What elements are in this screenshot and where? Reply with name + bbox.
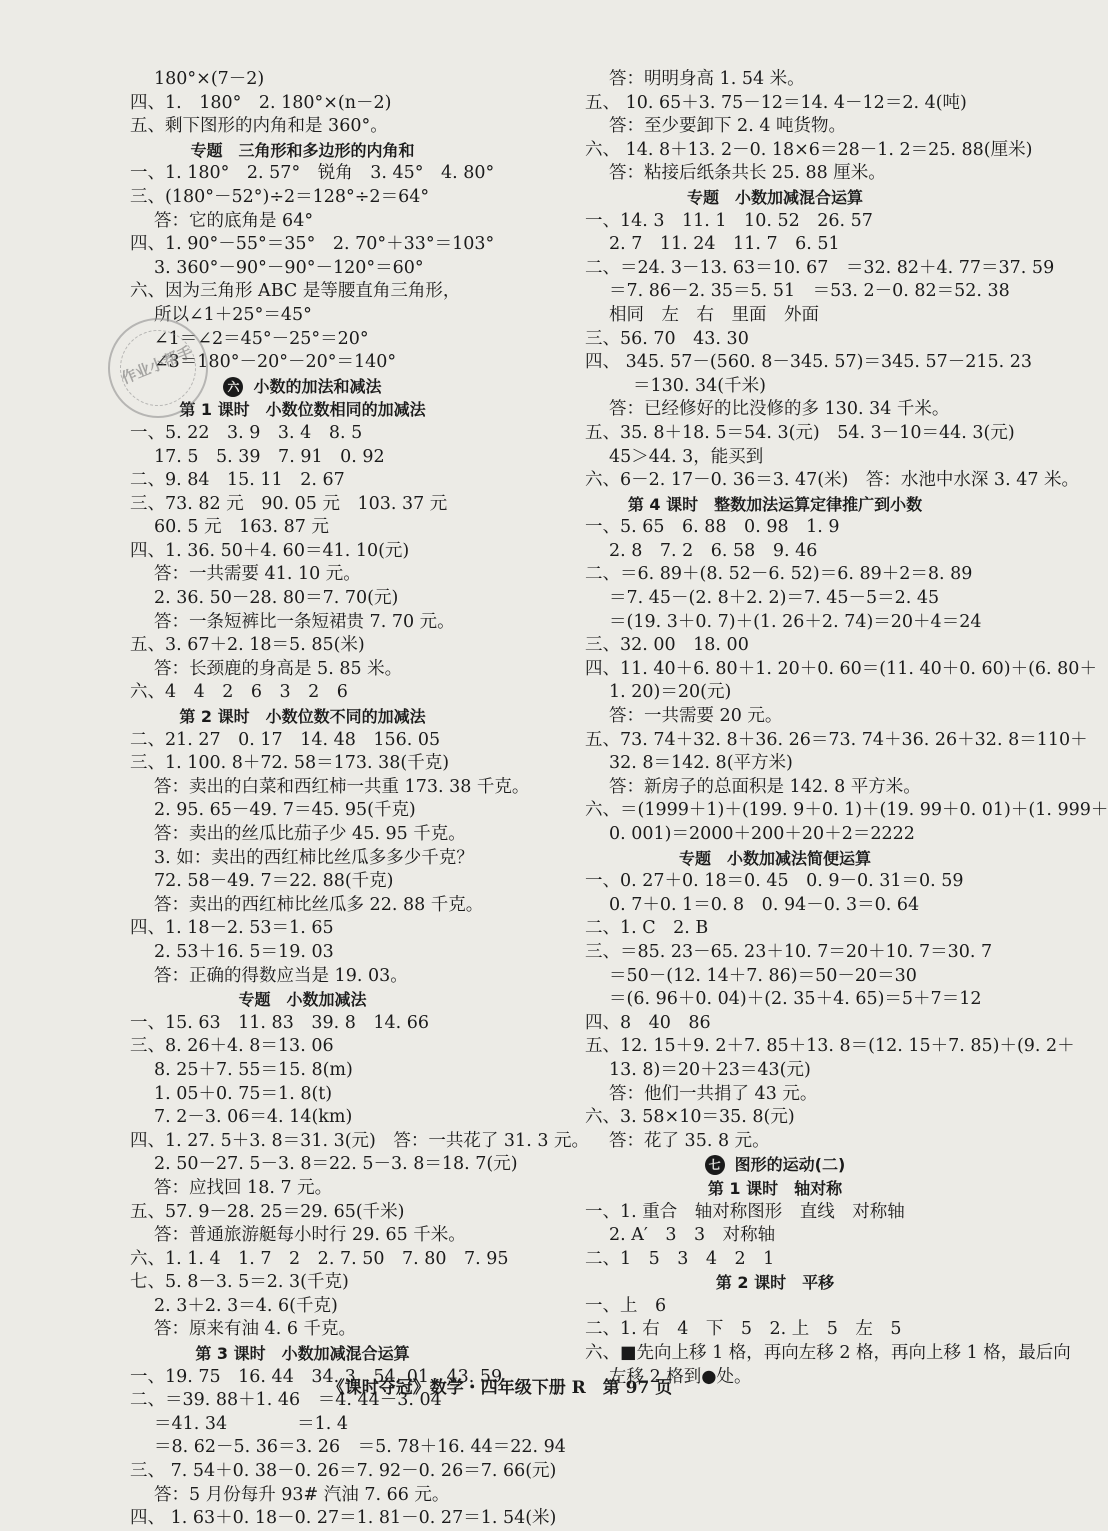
line-text: 二、＝39. 88＋1. 46 ＝4. 44－3. 04 xyxy=(130,1390,442,1411)
line-text: 32. 8＝142. 8(平方米) xyxy=(609,753,793,774)
answer-line xyxy=(585,1342,1071,1366)
answer-line xyxy=(130,917,475,941)
answer-line xyxy=(585,257,1055,281)
answer-line xyxy=(130,1248,509,1272)
answer-line xyxy=(585,965,965,989)
answer-line xyxy=(585,1035,1075,1059)
answer-line xyxy=(130,1012,475,1036)
line-text: 三、56. 70 43. 30 xyxy=(585,328,749,349)
answer-line xyxy=(130,115,475,139)
line-text: 2. 95. 65－49. 7＝45. 95(千克) xyxy=(154,800,416,821)
answer-line xyxy=(130,847,475,871)
line-text: 0. 001)＝2000＋200＋20＋2＝2222 xyxy=(609,824,915,844)
answer-line xyxy=(130,210,475,234)
line-text: 三、 7. 54＋0. 38－0. 26＝7. 92－0. 26＝7. 66(元) xyxy=(130,1461,557,1482)
section-heading xyxy=(585,1153,965,1177)
line-text: 专题 小数加减法 xyxy=(238,990,367,1010)
answer-line xyxy=(130,186,475,210)
answer-line xyxy=(130,1295,475,1319)
line-text: 45＞44. 3，能买到 xyxy=(609,446,764,467)
answer-line xyxy=(585,563,973,587)
line-text: 六、3. 58×10＝35. 8(元) xyxy=(585,1107,795,1128)
line-text: 五、35. 8＋18. 5＝54. 3(元) 54. 3－10＝44. 3(元) xyxy=(585,422,1015,443)
right-column xyxy=(585,68,1108,1389)
line-text: 答：他们一共捐了 43 元。 xyxy=(609,1083,818,1104)
answer-line xyxy=(130,941,475,965)
line-text: 六、6－2. 17－0. 36＝3. 47(米) 答：水池中水深 3. 47 米。 xyxy=(585,470,1080,491)
line-text: 一、1. 180° 2. 57° 锐角 3. 45° 4. 80° xyxy=(130,163,495,184)
line-text: 五、12. 15＋9. 2＋7. 85＋13. 8＝(12. 15＋7. 85)＋(9. 2＋ xyxy=(585,1036,1075,1057)
answer-line xyxy=(585,162,965,186)
line-text: 一、14. 3 11. 1 10. 52 26. 57 xyxy=(585,210,873,231)
answer-line xyxy=(585,894,965,918)
line-text: 二、1. 右 4 下 5 2. 上 5 左 5 xyxy=(585,1319,902,1340)
line-text: 第 3 课时 小数加减混合运算 xyxy=(195,1344,410,1364)
line-text: 四、1. 18－2. 53＝1. 65 xyxy=(130,918,334,939)
answer-line xyxy=(130,1484,475,1508)
line-text: 0. 7＋0. 1＝0. 8 0. 94－0. 3＝0. 64 xyxy=(609,894,920,915)
answer-line xyxy=(585,280,1010,304)
answer-line xyxy=(130,469,475,493)
line-text: 二、1 5 3 4 2 1 xyxy=(585,1248,775,1269)
answer-line xyxy=(130,587,475,611)
line-text: 答：卖出的白菜和西红柿一共重 173. 38 千克。 xyxy=(154,776,530,797)
answer-line xyxy=(130,894,484,918)
answer-line xyxy=(585,752,965,776)
answer-line xyxy=(130,516,475,540)
section-heading xyxy=(130,988,475,1012)
answer-line xyxy=(585,139,1033,163)
line-text: 一、1. 重合 轴对称图形 直线 对称轴 xyxy=(585,1201,905,1222)
line-text: 六、4 4 2 6 3 2 6 xyxy=(130,682,348,703)
line-text: 答：它的底角是 64° xyxy=(154,210,314,231)
line-text: 二、9. 84 15. 11 2. 67 xyxy=(130,470,345,491)
answer-line xyxy=(585,917,965,941)
answer-line xyxy=(585,941,993,965)
line-text: 一、0. 27＋0. 18＝0. 45 0. 9－0. 31＝0. 59 xyxy=(585,871,964,892)
line-text: ＝(6. 96＋0. 04)＋(2. 35＋4. 65)＝5＋7＝12 xyxy=(609,989,982,1010)
answer-line xyxy=(130,257,475,281)
line-text: 五、57. 9－28. 25＝29. 65(千米) xyxy=(130,1201,405,1222)
line-text: 一、19. 75 16. 44 34. 3 54. 01 43. 59 xyxy=(130,1366,503,1387)
answer-line xyxy=(585,233,965,257)
answer-line xyxy=(130,1059,475,1083)
answer-line xyxy=(130,776,530,800)
section-heading xyxy=(585,847,965,871)
line-text: 8. 25＋7. 55＝15. 8(m) xyxy=(154,1059,353,1080)
line-text: 三、(180°－52°)÷2＝128°÷2＝64° xyxy=(130,186,430,207)
line-text: 所以∠1＋25°＝45° xyxy=(154,304,312,325)
answer-line xyxy=(130,1318,475,1342)
stamp-text: 作业小帮手 xyxy=(118,342,196,388)
line-text: 2. 3＋2. 3＝4. 6(千克) xyxy=(154,1295,338,1316)
answer-line xyxy=(130,1507,557,1531)
line-text: 三、8. 26＋4. 8＝13. 06 xyxy=(130,1036,334,1057)
line-text: 小数的加法和减法 xyxy=(253,376,382,396)
line-text: 答：卖出的西红柿比丝瓜多 22. 88 千克。 xyxy=(154,894,484,915)
chapter-number-badge: 六 xyxy=(223,377,243,397)
line-text: 四、 1. 63＋0. 18－0. 27＝1. 81－0. 27＝1. 54(米) xyxy=(130,1508,557,1529)
line-text: ＝130. 34(千米) xyxy=(633,375,766,396)
line-text: 相同 左 右 里面 外面 xyxy=(609,304,819,325)
answer-line xyxy=(130,799,475,823)
answer-line xyxy=(130,634,475,658)
line-text: 第 1 课时 轴对称 xyxy=(707,1178,843,1198)
answer-line xyxy=(130,658,475,682)
answer-line xyxy=(585,705,965,729)
answer-line xyxy=(585,398,965,422)
line-text: ＝8. 62－5. 36＝3. 26 ＝5. 78＋16. 44＝22. 94 xyxy=(154,1437,566,1458)
answer-line xyxy=(130,1436,566,1460)
line-text: 72. 58－49. 7＝22. 88(千克) xyxy=(154,871,394,892)
line-text: 四、1. 180° 2. 180°×(n－2) xyxy=(130,92,392,113)
line-text: 四、 345. 57－(560. 8－345. 57)＝345. 57－215. 23 xyxy=(585,352,1033,373)
line-text: ＝(19. 3＋0. 7)＋(1. 26＋2. 74)＝20＋4＝24 xyxy=(609,611,982,632)
answer-line xyxy=(130,68,475,92)
answer-line xyxy=(130,965,475,989)
section-heading xyxy=(130,139,475,163)
answer-line xyxy=(585,870,965,894)
line-text: 五、3. 67＋2. 18＝5. 85(米) xyxy=(130,635,365,656)
line-text: 答：已经修好的比没修的多 130. 34 千米。 xyxy=(609,399,950,420)
line-text: 二、＝24. 3－13. 63＝10. 67 ＝32. 82＋4. 77＝37. 59 xyxy=(585,257,1055,278)
answer-line xyxy=(130,92,475,116)
line-text: 7. 2－3. 06＝4. 14(km) xyxy=(154,1107,353,1128)
answer-line xyxy=(585,729,1088,753)
answer-line xyxy=(130,280,475,304)
answer-line xyxy=(130,540,475,564)
line-text: 3. 如：卖出的西红柿比丝瓜多多少千克？ xyxy=(154,847,474,868)
answer-line xyxy=(585,1224,965,1248)
answer-line xyxy=(130,233,495,257)
answer-line xyxy=(585,540,965,564)
answer-line xyxy=(130,1201,475,1225)
answer-line xyxy=(130,493,475,517)
page-footer: 《课时夺冠》数学・四年级下册 R 第 97 页 xyxy=(327,1378,673,1398)
section-heading xyxy=(130,1342,475,1366)
answer-line xyxy=(130,611,475,635)
line-text: 1. 20)＝20(元) xyxy=(609,682,732,703)
answer-line xyxy=(585,351,1033,375)
line-text: ＝7. 86－2. 35＝5. 51 ＝53. 2－0. 82＝52. 38 xyxy=(609,281,1010,302)
section-heading xyxy=(585,493,965,517)
line-text: 一、5. 22 3. 9 3. 4 8. 5 xyxy=(130,422,363,443)
line-text: 答：一条短裤比一条短裙贵 7. 70 元。 xyxy=(154,611,455,632)
line-text: 第 1 课时 小数位数相同的加减法 xyxy=(179,400,426,420)
answer-line xyxy=(585,446,965,470)
answer-line xyxy=(585,823,965,847)
line-text: 七、5. 8－3. 5＝2. 3(千克) xyxy=(130,1272,349,1293)
answer-line xyxy=(130,1177,475,1201)
answer-line xyxy=(585,1201,965,1225)
line-text: ＝50－(12. 14＋7. 86)＝50－20＝30 xyxy=(609,965,917,986)
line-text: 二、1. C 2. B xyxy=(585,918,709,939)
answer-line xyxy=(130,563,475,587)
line-text: 13. 8)＝20＋23＝43(元) xyxy=(609,1059,811,1080)
answer-line xyxy=(585,375,965,399)
answer-line xyxy=(585,1106,965,1130)
line-text: 六、＝(1999＋1)＋(199. 9＋0. 1)＋(19. 99＋0. 01)＋(1. 999＋ xyxy=(585,800,1108,821)
answer-line xyxy=(585,611,982,635)
section-heading xyxy=(130,705,475,729)
answer-line xyxy=(585,210,965,234)
line-text: 六、因为三角形 ABC 是等腰直角三角形， xyxy=(130,281,461,302)
line-text: 答：一共需要 20 元。 xyxy=(609,706,783,727)
line-text: 2. 50－27. 5－3. 8＝22. 5－3. 8＝18. 7(元) xyxy=(154,1154,518,1175)
line-text: 3. 360°－90°－90°－120°＝60° xyxy=(154,257,424,278)
answer-line xyxy=(585,469,1080,493)
line-text: 答：5 月份每升 93# 汽油 7. 66 元。 xyxy=(154,1484,450,1505)
answer-line xyxy=(585,587,965,611)
line-text: 答：明明身高 1. 54 米。 xyxy=(609,69,805,89)
answer-line xyxy=(585,1248,965,1272)
answer-line xyxy=(585,634,965,658)
line-text: 五、剩下图形的内角和是 360°。 xyxy=(130,116,388,137)
answer-line xyxy=(585,92,965,116)
line-text: 五、73. 74＋32. 8＋36. 26＝73. 74＋36. 26＋32. 8＝110＋ xyxy=(585,729,1088,750)
line-text: 2. 53＋16. 5＝19. 03 xyxy=(154,941,334,962)
line-text: 答：普通旅游艇每小时行 29. 65 千米。 xyxy=(154,1225,466,1246)
line-text: 二、21. 27 0. 17 14. 48 156. 05 xyxy=(130,729,441,750)
answer-line xyxy=(130,823,475,847)
answer-line xyxy=(585,799,1108,823)
answer-line xyxy=(130,1153,518,1177)
answer-line xyxy=(130,422,475,446)
answer-line xyxy=(585,1083,965,1107)
answer-line xyxy=(130,1083,475,1107)
line-text: 60. 5 元 163. 87 元 xyxy=(154,517,329,538)
answer-line xyxy=(585,304,965,328)
line-text: 一、5. 65 6. 88 0. 98 1. 9 xyxy=(585,517,840,538)
answer-line xyxy=(130,729,475,753)
line-text: ＝41. 34 ＝1. 4 xyxy=(154,1413,349,1434)
line-text: 四、11. 40＋6. 80＋1. 20＋0. 60＝(11. 40＋0. 60)＋(6. 80＋ xyxy=(585,658,1097,679)
line-text: 六、■先向上移 1 格，再向左移 2 格，再向上移 1 格，最后向 xyxy=(585,1343,1071,1364)
line-text: 四、1. 27. 5＋3. 8＝31. 3(元) 答：一共花了 31. 3 元。 xyxy=(130,1130,590,1151)
answer-line xyxy=(130,681,475,705)
answer-line xyxy=(585,681,965,705)
line-text: 六、1. 1. 4 1. 7 2 2. 7. 50 7. 80 7. 95 xyxy=(130,1248,509,1269)
answer-line xyxy=(130,1413,475,1437)
line-text: ∠3＝180°－20°－20°＝140° xyxy=(154,352,397,373)
answer-line xyxy=(130,446,475,470)
line-text: 1. 05＋0. 75＝1. 8(t) xyxy=(154,1083,333,1104)
answer-line xyxy=(130,1130,590,1154)
line-text: 2. 36. 50－28. 80＝7. 70(元) xyxy=(154,588,399,609)
line-text: 专题 小数加减混合运算 xyxy=(686,187,863,207)
line-text: 四、8 40 86 xyxy=(585,1012,711,1033)
answer-line xyxy=(585,658,1097,682)
line-text: 2. A′ 3 3 对称轴 xyxy=(609,1225,776,1246)
answer-line xyxy=(130,752,475,776)
line-text: ＝7. 45－(2. 8＋2. 2)＝7. 45－5＝2. 45 xyxy=(609,588,940,609)
line-text: 答：一共需要 41. 10 元。 xyxy=(154,564,361,585)
line-text: 2. 7 11. 24 11. 7 6. 51 xyxy=(609,234,840,255)
line-text: 第 2 课时 平移 xyxy=(715,1273,835,1293)
line-text: 答：原来有油 4. 6 千克。 xyxy=(154,1319,357,1340)
answer-line xyxy=(585,1130,965,1154)
line-text: 一、上 6 xyxy=(585,1295,667,1316)
answer-line xyxy=(585,1318,965,1342)
line-text: 答：粘接后纸条共长 25. 88 厘米。 xyxy=(609,163,886,184)
answer-line xyxy=(130,1224,475,1248)
answer-line xyxy=(585,1059,965,1083)
answer-line xyxy=(585,1012,965,1036)
answer-line xyxy=(585,422,1015,446)
section-heading xyxy=(585,1177,965,1201)
line-text: 图形的运动(二) xyxy=(734,1155,846,1175)
line-text: 四、1. 90°－55°＝35° 2. 70°＋33°＝103° xyxy=(130,234,495,255)
line-text: 答：卖出的丝瓜比茄子少 45. 95 千克。 xyxy=(154,824,466,844)
line-text: 答：花了 35. 8 元。 xyxy=(609,1130,770,1151)
line-text: 第 2 课时 小数位数不同的加减法 xyxy=(179,707,426,727)
answer-line xyxy=(585,115,965,139)
answer-line xyxy=(130,1035,475,1059)
line-text: 答：正确的得数应当是 19. 03。 xyxy=(154,965,408,986)
answer-line xyxy=(130,1271,475,1295)
answer-line xyxy=(130,870,475,894)
line-text: 二、＝6. 89＋(8. 52－6. 52)＝6. 89＋2＝8. 89 xyxy=(585,564,973,585)
line-text: 专题 三角形和多边形的内角和 xyxy=(190,140,415,160)
line-text: 三、32. 00 18. 00 xyxy=(585,635,749,656)
line-text: 三、＝85. 23－65. 23＋10. 7＝20＋10. 7＝30. 7 xyxy=(585,941,993,962)
line-text: 左移 2 格到●处。 xyxy=(609,1366,752,1387)
line-text: 答：应找回 18. 7 元。 xyxy=(154,1177,333,1198)
section-heading xyxy=(585,186,965,210)
line-text: 第 4 课时 整数加法运算定律推广到小数 xyxy=(627,494,923,514)
answer-line xyxy=(585,68,965,92)
line-text: 17. 5 5. 39 7. 91 0. 92 xyxy=(154,446,385,467)
line-text: 180°×(7－2) xyxy=(154,69,265,89)
line-text: 五、 10. 65＋3. 75－12＝14. 4－12＝2. 4(吨) xyxy=(585,92,967,113)
section-heading xyxy=(585,1271,965,1295)
line-text: 答：长颈鹿的身高是 5. 85 米。 xyxy=(154,658,403,679)
line-text: 一、15. 63 11. 83 39. 8 14. 66 xyxy=(130,1012,430,1033)
answer-line xyxy=(130,162,495,186)
answer-line xyxy=(585,988,982,1012)
line-text: 专题 小数加减法简便运算 xyxy=(678,848,871,868)
answer-line xyxy=(585,516,965,540)
line-text: ∠1＝∠2＝45°－25°＝20° xyxy=(154,328,369,349)
line-text: 答：新房子的总面积是 142. 8 平方米。 xyxy=(609,776,921,797)
line-text: 四、1. 36. 50＋4. 60＝41. 10(元) xyxy=(130,540,410,561)
line-text: 三、1. 100. 8＋72. 58＝173. 38(千克) xyxy=(130,753,450,774)
answer-line xyxy=(585,776,965,800)
line-text: 2. 8 7. 2 6. 58 9. 46 xyxy=(609,540,818,561)
answer-line xyxy=(585,1295,965,1319)
line-text: 六、 14. 8＋13. 2－0. 18×6＝28－1. 2＝25. 88(厘米) xyxy=(585,139,1033,160)
answer-line xyxy=(585,328,965,352)
chapter-number-badge: 七 xyxy=(705,1155,725,1175)
answer-line xyxy=(130,1106,475,1130)
answer-line xyxy=(130,1460,557,1484)
line-text: 答：至少要卸下 2. 4 吨货物。 xyxy=(609,116,847,137)
line-text: 三、73. 82 元 90. 05 元 103. 37 元 xyxy=(130,493,448,514)
